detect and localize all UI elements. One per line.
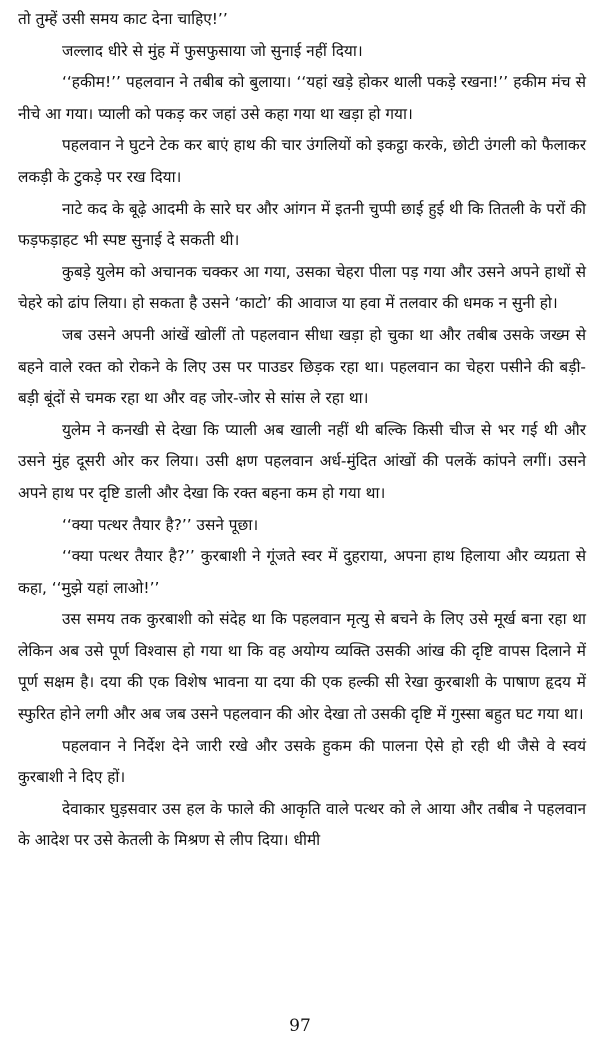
paragraph: तो तुम्हें उसी समय काट देना चाहिए!’’ [18,10,228,28]
paragraph: उस समय तक कुरबाशी को संदेह था कि पहलवान मृत्यु से बचने के लिए उसे मूर्ख बना रहा था लेकिन अब उसे पूर्ण विश्वास हो गया था कि वह अयोग्य व्यक्ति उसकी आंख की दृष्टि वापस दिलाने में पूर्ण सक्षम है। दया की एक विशेष भावना या दया की एक हल्की सी रेखा कुरबाशी के पाषाण हृदय में स्फुरित होने लगी और अब जब उसने पहलवान की ओर देखा तो उसकी दृष्टि में गुस्सा बहुत घट गया था। [18,610,586,724]
paragraph: कुबड़े युलेम को अचानक चक्कर आ गया, उसका चेहरा पीला पड़ गया और उसने अपने हाथों से चेहरे को ढांप लिया। हो सकता है उसने ‘काटो’ की आवाज या हवा में तलवार की धमक न सुनी हो। [18,262,586,313]
paragraph: युलेम ने कनखी से देखा कि प्याली अब खाली नहीं थी बल्कि किसी चीज से भर गई थी और उसने मुंह दूसरी ओर कर लिया। उसी क्षण पहलवान अर्ध-मुंदित आंखों की पलकें कांपने लगीं। उसने अपने हाथ पर दृष्टि डाली और देखा कि रक्त बहना कम हो गया था। [18,420,586,502]
paragraph: जब उसने अपनी आंखें खोलीं तो पहलवान सीधा खड़ा हो चुका था और तबीब उसके जख्म से बहने वाले रक्त को रोकने के लिए उस पर पाउडर छिड़क रहा था। पहलवान का चेहरा पसीने की बड़ी-बड़ी बूंदों से चमक रहा था और वह जोर-जोर से सांस ले रहा था। [18,325,586,408]
paragraph: जल्लाद धीरे से मुंह में फुसफुसाया जो सुनाई नहीं दिया। [62,41,363,60]
paragraph: पहलवान ने निर्देश देने जारी रखे और उसके हुकम की पालना ऐसे हो रही थी जैसे वे स्वयं कुरबाशी ने दिए हों। [18,736,586,787]
paragraph: ‘‘क्या पत्थर तैयार है?’’ कुरबाशी ने गूंजते स्वर में दुहराया, अपना हाथ हिलाया और व्यग्रता से कहा, ‘‘मुझे यहां लाओ!’’ [18,547,586,597]
paragraph: ‘‘क्या पत्थर तैयार है?’’ उसने पूछा। [62,515,259,534]
page-number: 97 [289,1016,311,1036]
paragraph: देवाकार घुड़सवार उस हल के फाले की आकृति वाले पत्थर को ले आया और तबीब ने पहलवान के आदेश पर उसे केतली के मिश्रण से लीप दिया। धीमी [18,799,586,850]
paragraph: नाटे कद के बूढ़े आदमी के सारे घर और आंगन में इतनी चुप्पी छाई हुई थी कि तितली के परों की फड़फड़ाहट भी स्पष्ट सुनाई दे सकती थी। [18,199,586,250]
paragraph: ‘‘हकीम!’’ पहलवान ने तबीब को बुलाया। ‘‘यहां खड़े होकर थाली पकड़े रखना!’’ हकीम मंच से नीचे आ गया। प्याली को पकड़ कर जहां उसे कहा गया था खड़ा हो गया। [18,73,586,123]
page-body [18,4,586,857]
paragraph: पहलवान ने घुटने टेक कर बाएं हाथ की चार उंगलियों को इकट्ठा करके, छोटी उंगली को फैलाकर लकड़ी के टुकड़े पर रख दिया। [18,136,586,186]
